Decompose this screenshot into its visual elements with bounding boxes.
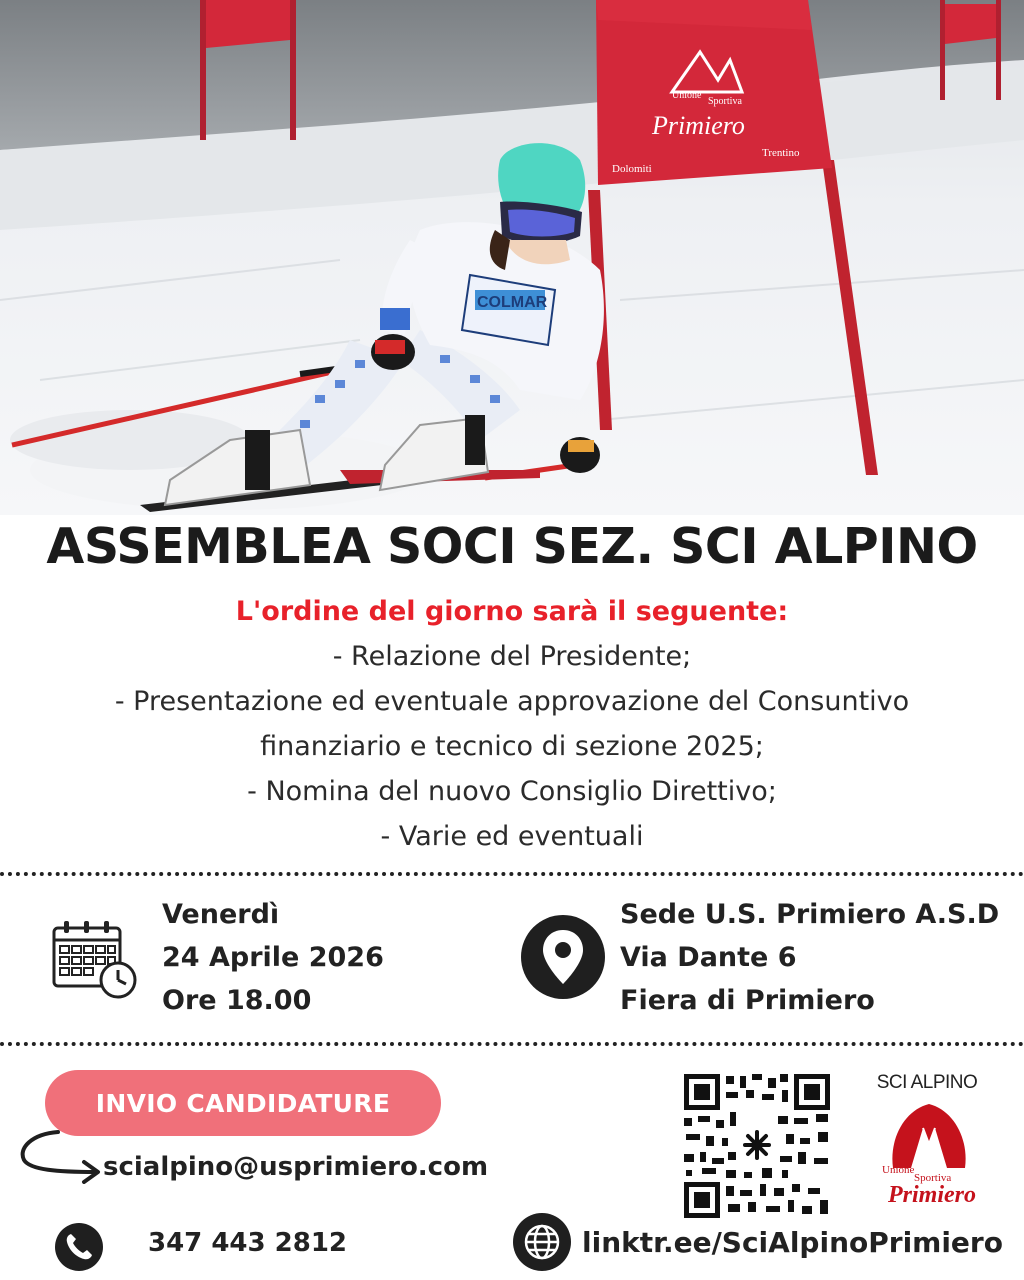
event-location — [620, 893, 999, 1022]
location-pin-icon — [520, 914, 606, 1004]
location-line3: Fiera di Primiero — [620, 985, 875, 1016]
agenda-item: - Relazione del Presidente; — [332, 641, 692, 672]
calendar-clock-icon — [50, 918, 142, 1006]
phone-icon — [54, 1222, 104, 1276]
agenda-heading: L'ordine del giorno sarà il seguente: — [235, 596, 789, 627]
agenda-item: finanziario e tecnico di sezione 2025; — [260, 731, 764, 762]
curved-arrow-icon — [18, 1128, 104, 1188]
location-line1: Sede U.S. Primiero A.S.D — [620, 899, 1000, 930]
candidature-email-link[interactable]: scialpino@usprimiero.com — [103, 1152, 489, 1182]
flag-sponsor-right: Trentino — [762, 147, 800, 159]
flag-brand-line2: Sportiva — [708, 96, 742, 107]
agenda-item: - Varie ed eventuali — [380, 821, 644, 852]
globe-icon — [512, 1212, 572, 1276]
location-line2: Via Dante 6 — [620, 942, 797, 973]
logo-name: Primiero — [888, 1182, 976, 1208]
event-time: Ore 18.00 — [162, 985, 312, 1016]
flag-sponsor-left: Dolomiti — [612, 163, 652, 175]
agenda — [0, 590, 1024, 859]
candidature-pill: INVIO CANDIDATURE — [45, 1070, 441, 1136]
event-datetime — [162, 893, 384, 1022]
divider-top — [0, 872, 1024, 876]
event-day: Venerdì — [162, 899, 280, 930]
flag-brand-line1: Unione — [672, 90, 702, 101]
agenda-item: - Nomina del nuovo Consiglio Direttivo; — [247, 776, 777, 807]
logo-sub2: Sportiva — [914, 1172, 952, 1184]
agenda-item: - Presentazione ed eventuale approvazione del Consuntivo — [114, 686, 910, 717]
hero-photo — [0, 0, 1024, 515]
divider-bottom — [0, 1042, 1024, 1046]
phone-number: 347 443 2812 — [148, 1228, 348, 1258]
bib-text: COLMAR — [477, 294, 548, 311]
logo-title: SCI ALPINO — [876, 1072, 978, 1093]
linktree-link[interactable]: linktr.ee/SciAlpinoPrimiero — [582, 1226, 1003, 1259]
club-logo — [862, 1072, 992, 1218]
logo-sub1: Unione — [882, 1164, 915, 1176]
page-title: ASSEMBLEA SOCI SEZ. SCI ALPINO — [46, 518, 978, 575]
flag-brand-name: Primiero — [652, 111, 745, 140]
qr-code[interactable] — [682, 1072, 832, 1224]
event-date: 24 Aprile 2026 — [162, 942, 384, 973]
